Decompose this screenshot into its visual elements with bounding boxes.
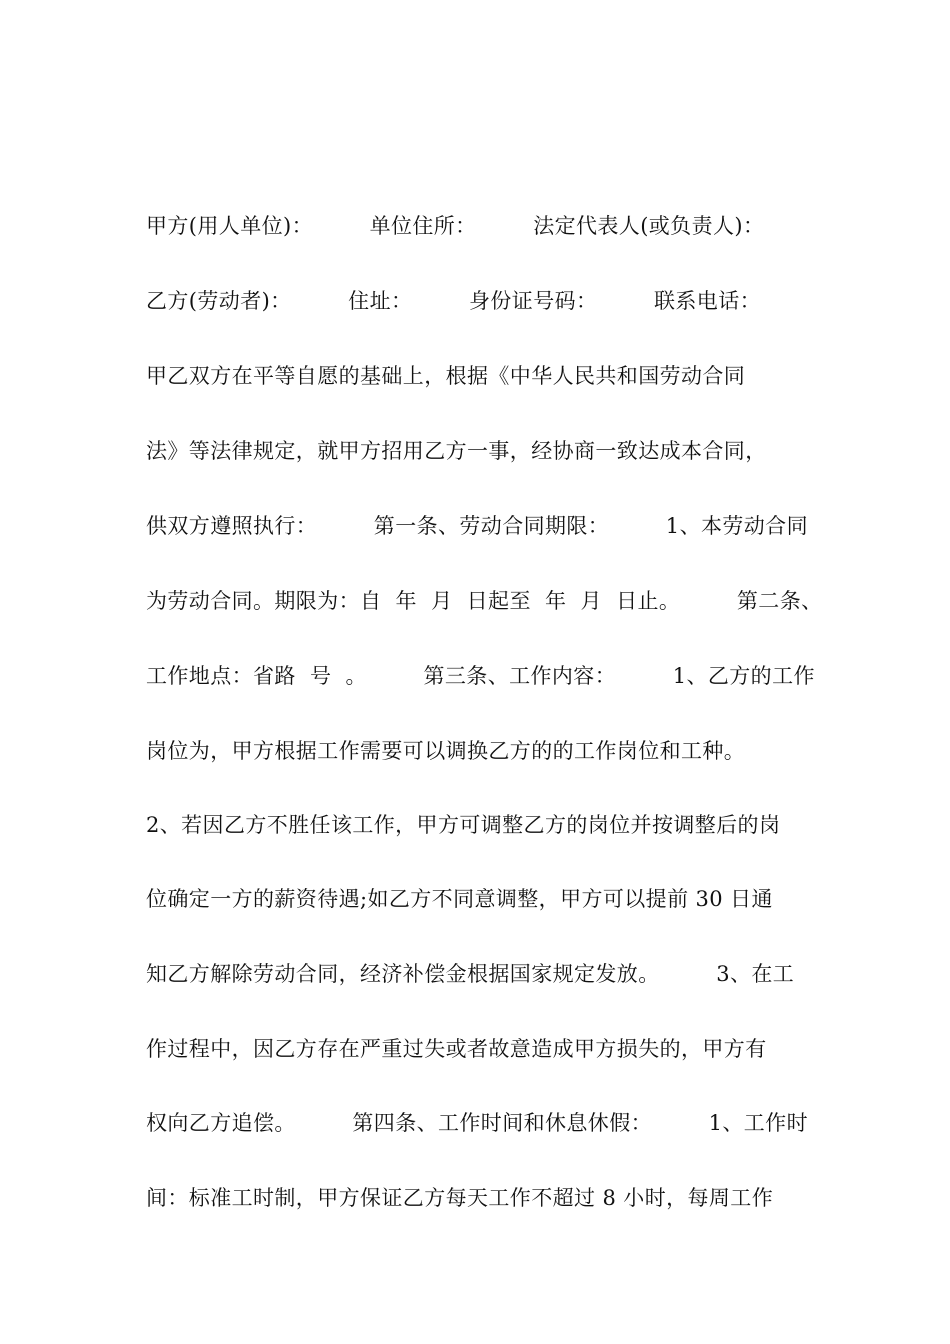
document-line-11: 知乙方解除劳动合同，经济补偿金根据国家规定发放。 3、在工 [146, 962, 795, 986]
document-line-3: 甲乙双方在平等自愿的基础上，根据《中华人民共和国劳动合同 [146, 364, 746, 388]
document-line-10: 位确定一方的薪资待遇;如乙方不同意调整，甲方可以提前 30 日通 [146, 887, 773, 911]
document-line-6: 为劳动合同。期限为：自 年 月 日起至 年 月 日止。 第二条、 [146, 589, 823, 613]
document-line-13: 权向乙方追偿。 第四条、工作时间和休息休假： 1、工作时 [146, 1111, 808, 1135]
document-line-1: 甲方(用人单位)： 单位住所： 法定代表人(或负责人)： [146, 214, 765, 238]
document-line-7: 工作地点：省路 号 。 第三条、工作内容： 1、乙方的工作 [146, 664, 815, 688]
document-line-14: 间：标准工时制，甲方保证乙方每天工作不超过 8 小时，每周工作 [146, 1186, 774, 1210]
document-line-5: 供双方遵照执行： 第一条、劳动合同期限： 1、本劳动合同 [146, 514, 808, 538]
document-line-2: 乙方(劳动者)： 住址： 身份证号码： 联系电话： [146, 289, 761, 313]
document-line-4: 法》等法律规定，就甲方招用乙方一事，经协商一致达成本合同， [146, 439, 767, 463]
document-line-12: 作过程中，因乙方存在严重过失或者故意造成甲方损失的，甲方有 [146, 1037, 767, 1061]
document-line-8: 岗位为，甲方根据工作需要可以调换乙方的的工作岗位和工种。 [146, 739, 746, 763]
document-line-9: 2、若因乙方不胜任该工作，甲方可调整乙方的岗位并按调整后的岗 [146, 813, 781, 837]
